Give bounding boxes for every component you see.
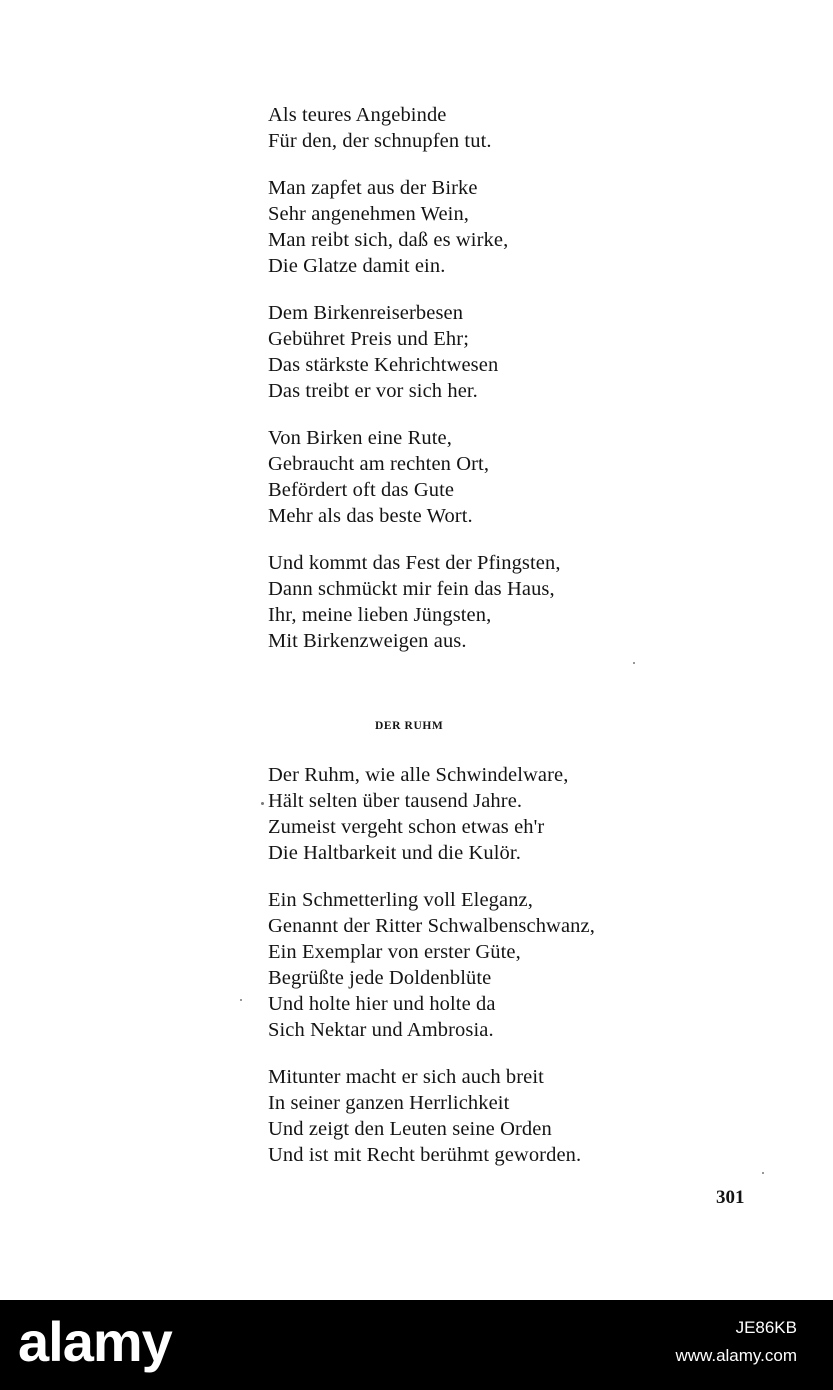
poem-line: Mehr als das beste Wort. — [268, 505, 473, 527]
poem-line: Befördert oft das Gute — [268, 479, 455, 501]
poem-line: In seiner ganzen Herrlichkeit — [268, 1092, 510, 1114]
page-number: 301 — [716, 1187, 745, 1208]
poem-line: Dann schmückt mir fein das Haus, — [268, 578, 555, 600]
poem-line: Ein Schmetterling voll Eleganz, — [268, 889, 533, 911]
poem-line: Sich Nektar und Ambrosia. — [268, 1019, 494, 1041]
poem-line: Und kommt das Fest der Pfingsten, — [268, 552, 561, 574]
site-url: www.alamy.com — [675, 1346, 797, 1365]
poem-line: Man reibt sich, daß es wirke, — [268, 229, 509, 251]
print-speck — [261, 802, 264, 805]
poem-line: Und zeigt den Leuten seine Orden — [268, 1118, 552, 1140]
poem-line: Mitunter macht er sich auch breit — [268, 1066, 544, 1088]
poem-line: Und ist mit Recht berühmt geworden. — [268, 1144, 582, 1166]
poem-line: Ihr, meine lieben Jüngsten, — [268, 604, 492, 626]
poem-line: Von Birken eine Rute, — [268, 427, 452, 449]
poem-line: Hält selten über tausend Jahre. — [268, 790, 523, 812]
image-id: JE86KB — [735, 1318, 797, 1337]
poem-line: Gebraucht am rechten Ort, — [268, 453, 490, 475]
poem-line: Genannt der Ritter Schwalbenschwanz, — [268, 915, 595, 937]
poem-line: Als teures Angebinde — [268, 104, 447, 126]
poem-line: Begrüßte jede Doldenblüte — [268, 967, 492, 989]
poem-line: Die Haltbarkeit und die Kulör. — [268, 842, 521, 864]
print-speck — [762, 1172, 764, 1174]
poem-line: Zumeist vergeht schon etwas eh'r — [268, 816, 545, 838]
print-speck — [633, 662, 635, 664]
poem-line: Dem Birkenreiserbesen — [268, 302, 464, 324]
print-speck — [240, 999, 242, 1001]
poem-line: Und holte hier und holte da — [268, 993, 496, 1015]
poem-title: DER RUHM — [375, 720, 444, 732]
poem-line: Mit Birkenzweigen aus. — [268, 630, 467, 652]
poem-line: Für den, der schnupfen tut. — [268, 130, 492, 152]
poem-line: Ein Exemplar von erster Güte, — [268, 941, 521, 963]
poem-line: Das treibt er vor sich her. — [268, 380, 478, 402]
poem-line: Das stärkste Kehrichtwesen — [268, 354, 499, 376]
poem-line: Gebühret Preis und Ehr; — [268, 328, 469, 350]
poem-line: Die Glatze damit ein. — [268, 255, 446, 277]
alamy-logo: alamy — [18, 1310, 172, 1373]
poem-line: Sehr angenehmen Wein, — [268, 203, 470, 225]
poem-line: Man zapfet aus der Birke — [268, 177, 478, 199]
poem-line: Der Ruhm, wie alle Schwindelware, — [268, 764, 569, 786]
